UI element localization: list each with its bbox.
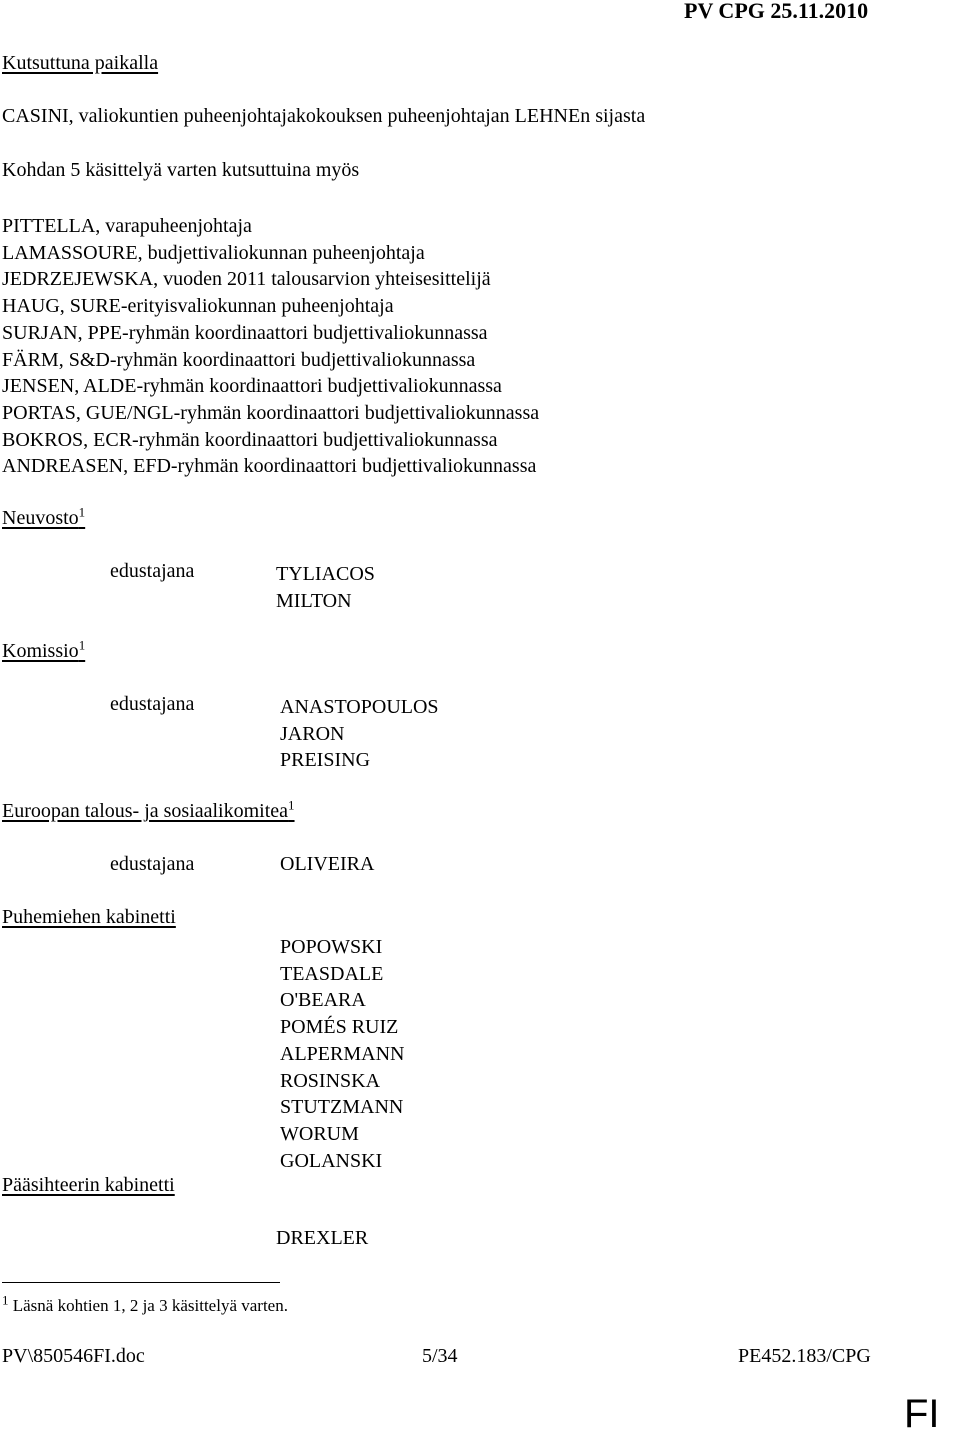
section-heading-council: Neuvosto$^1$ <box>2 504 86 529</box>
list-item: BOKROS, ECR-ryhmän koordinaattori budjettivaliokunnassa <box>2 428 498 451</box>
list-item: TYLIACOS <box>276 563 375 585</box>
list-item: ROSINSKA <box>280 1069 381 1092</box>
list-item: JEDRZEJEWSKA, vuoden 2011 talousarvion yhteisesittelijä <box>2 268 491 291</box>
language-code: FI <box>904 1392 940 1436</box>
list-item: LAMASSOURE, budjettivaliokunnan puheenjohtaja <box>2 241 425 264</box>
list-item: WORUM <box>280 1122 359 1145</box>
list-item: O'BEARA <box>280 989 366 1012</box>
footnote-mark: 1 <box>78 504 86 520</box>
commission-names <box>280 694 439 774</box>
list-item: ANASTOPOULOS <box>280 696 439 718</box>
invited-casini: CASINI, valiokuntien puheenjohtajakokouksen puheenjohtajan LEHNEn sijasta <box>2 105 646 127</box>
president-cabinet-names <box>280 934 404 1174</box>
item5-heading: Kohdan 5 käsittelyä varten kutsuttuina myös <box>2 159 360 181</box>
footnote-text: Läsnä kohtien 1, 2 ja 3 käsittelyä varten. <box>12 1296 288 1315</box>
sg-cabinet-names <box>276 1228 368 1248</box>
footer-ref: PE452.183/CPG <box>738 1345 871 1367</box>
document-id: PV CPG 25.11.2010 <box>684 0 869 23</box>
eesc-role: edustajana <box>110 853 195 875</box>
section-heading-commission: Komissio$^1$ <box>2 637 86 662</box>
commission-role: edustajana <box>110 693 195 715</box>
list-item: DREXLER <box>276 1227 369 1249</box>
footnote-mark: 1 <box>78 637 86 653</box>
list-item: PORTAS, GUE/NGL-ryhmän koordinaattori budjettivaliokunnassa <box>2 401 540 424</box>
list-item: SURJAN, PPE-ryhmän koordinaattori budjettivaliokunnassa <box>2 321 488 344</box>
list-item: PITTELLA, varapuheenjohtaja <box>2 215 252 237</box>
footnote-mark: 1 <box>2 1292 9 1308</box>
footer-file: PV\850546FI.doc <box>2 1345 145 1367</box>
section-heading-sg-cabinet: Pääsihteerin kabinetti <box>2 1174 175 1196</box>
footer-page: 5/34 <box>422 1345 458 1367</box>
footnote-mark: 1 <box>288 797 295 813</box>
list-item: TEASDALE <box>280 962 384 985</box>
list-item: JARON <box>280 722 345 745</box>
list-item: JENSEN, ALDE-ryhmän koordinaattori budjettivaliokunnassa <box>2 375 502 398</box>
section-heading-president-cabinet: Puhemiehen kabinetti <box>2 906 176 928</box>
list-item: PREISING <box>280 749 371 772</box>
list-item: POPOWSKI <box>280 936 383 958</box>
list-item: OLIVEIRA <box>280 853 375 875</box>
item5-list <box>2 213 539 480</box>
list-item: POMÉS RUIZ <box>280 1016 399 1039</box>
section-heading-invited: Kutsuttuna paikalla <box>2 52 159 74</box>
list-item: FÄRM, S&D-ryhmän koordinaattori budjettivaliokunnassa <box>2 348 476 371</box>
footnote <box>2 1292 288 1315</box>
section-heading-eesc: Euroopan talous- ja sosiaalikomitea$^1$ <box>2 797 295 822</box>
list-item: MILTON <box>276 589 352 612</box>
list-item: ALPERMANN <box>280 1042 405 1065</box>
footnote-separator <box>2 1282 280 1283</box>
list-item: GOLANSKI <box>280 1149 383 1172</box>
eesc-names <box>280 854 374 874</box>
list-item: ANDREASEN, EFD-ryhmän koordinaattori budjettivaliokunnassa <box>2 455 537 478</box>
council-names <box>276 561 375 614</box>
list-item: HAUG, SURE-erityisvaliokunnan puheenjohtaja <box>2 295 394 318</box>
council-role: edustajana <box>110 560 195 582</box>
list-item: STUTZMANN <box>280 1096 404 1119</box>
